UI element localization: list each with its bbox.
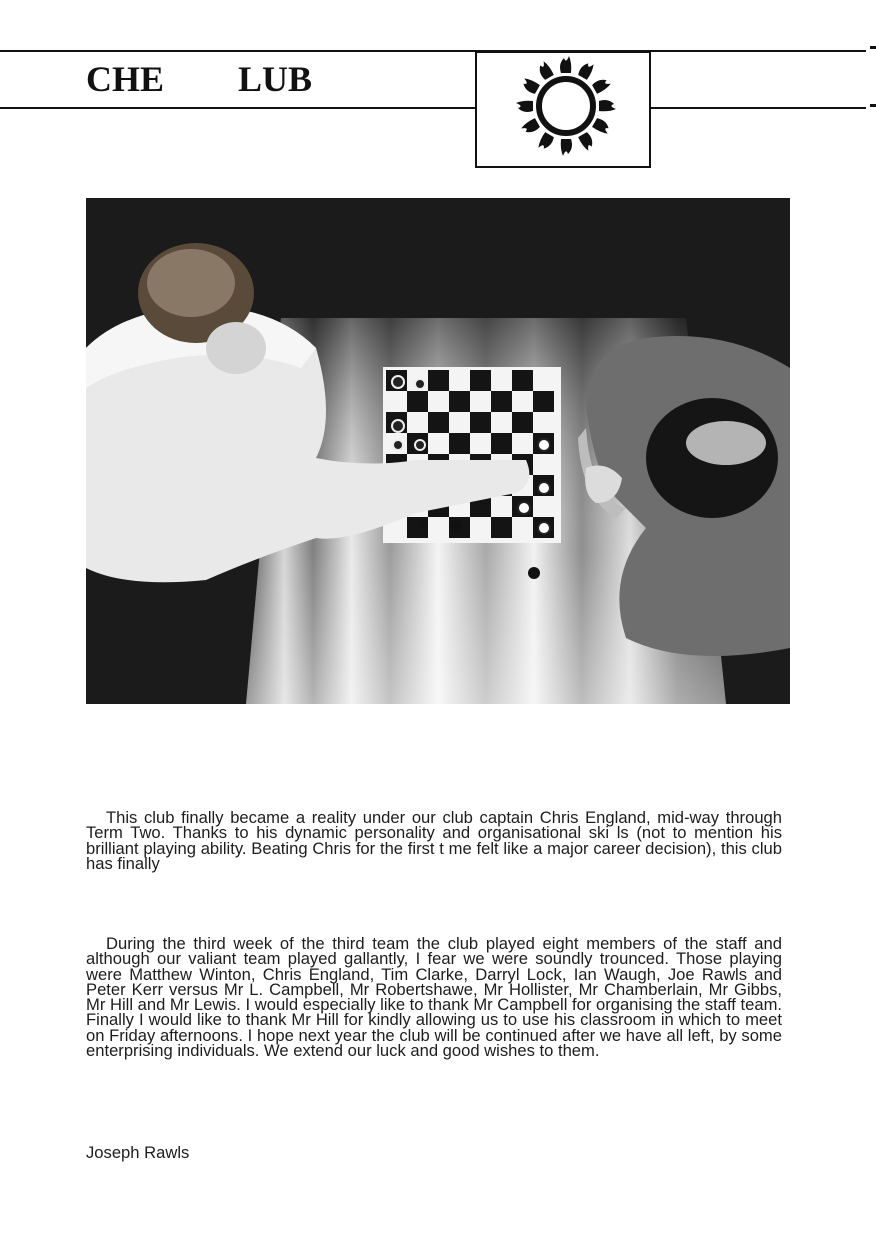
photo-illustration bbox=[86, 198, 790, 704]
paragraph-intro: This club finally became a reality under our club captain Chris England, mid-way through Term Two. Thanks to his dynamic personality and organisational ski ls (not to mention his brilliant playing ability. Beating Chris for the first t me felt like a major career decision), this club has finally bbox=[86, 808, 782, 873]
title-right: LUB bbox=[238, 59, 313, 99]
title-left: CHE bbox=[86, 59, 165, 99]
header-rule-bottom bbox=[0, 107, 866, 109]
sun-icon bbox=[477, 53, 649, 166]
emblem-box bbox=[475, 51, 651, 168]
paragraph-staff-match: During the third week of the third team the club played eight members of the staff and although our valiant team played gallantly, I fear we were soundly trounced. Those playing were Matthew Winton, Chris England, Tim Clarke, Darryl Lock, Ian Waugh, Joe Rawls and Peter Kerr versus Mr L. Campbell, Mr Robertshawe, Mr Hollister, Mr Chamberlain, Mr Gibbs, Mr Hill and Mr Lewis. I would especially like to thank Mr Campbell for organising the staff team. Finally I would like to thank Mr Hill for kindly allowing us to use his classroom in which to meet on Friday afternoons. I hope next year the club will be continued after we have all left, by some enterprising individuals. We extend our luck and good wishes to them. bbox=[86, 934, 782, 1061]
margin-mark-top bbox=[870, 46, 876, 49]
chess-game-photo bbox=[86, 198, 790, 704]
author-signature: Joseph Rawls bbox=[86, 1143, 190, 1162]
header-rule-top bbox=[0, 50, 866, 52]
page-title bbox=[86, 58, 312, 100]
margin-mark-bottom bbox=[870, 104, 876, 107]
